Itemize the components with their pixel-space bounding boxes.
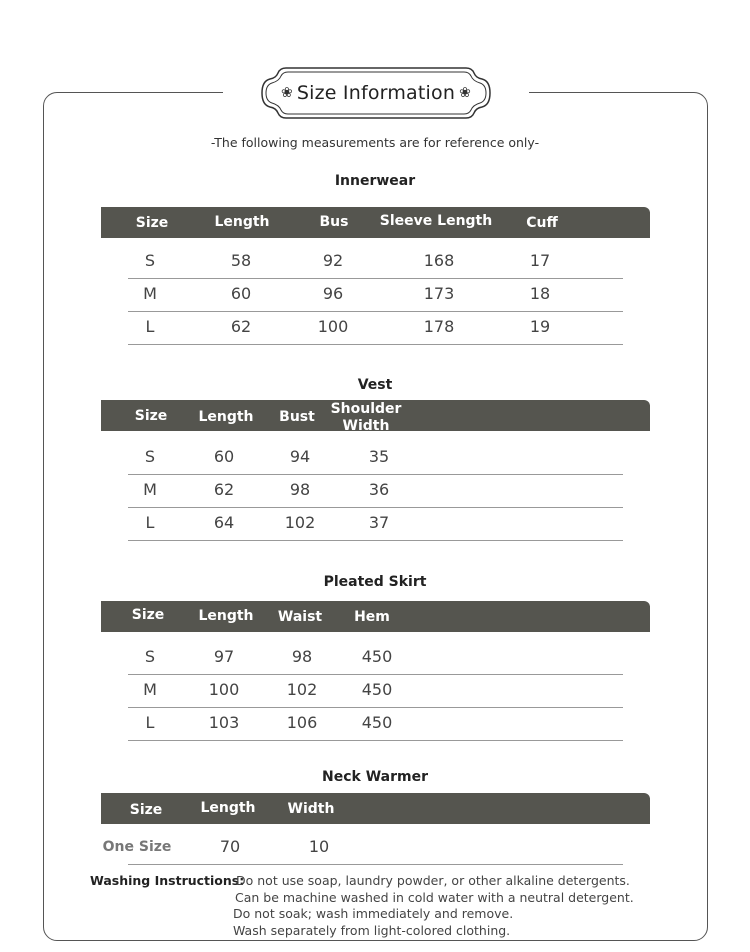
cell: L: [145, 713, 155, 732]
cell: 168: [423, 251, 455, 270]
table-row: [128, 707, 623, 741]
cell: 98: [289, 480, 311, 499]
table-row: [128, 474, 623, 508]
cell: 92: [322, 251, 344, 270]
subtitle: -The following measurements are for reference only-: [210, 135, 540, 150]
cell: 178: [423, 317, 455, 336]
cell: 450: [361, 647, 393, 666]
table-row: [128, 311, 623, 345]
cell: S: [144, 447, 156, 466]
table-row: [128, 245, 623, 279]
washing-instructions-label: Washing Instructions:: [90, 873, 245, 888]
cell: 36: [368, 480, 390, 499]
cell: 60: [230, 284, 252, 303]
cell: 19: [529, 317, 551, 336]
cell: 10: [308, 837, 330, 856]
col-width: Width: [287, 801, 335, 817]
cell: 70: [219, 837, 241, 856]
cell: M: [143, 680, 157, 699]
cell: 37: [368, 513, 390, 532]
cell: One Size: [102, 839, 172, 855]
neck-warmer-title: Neck Warmer: [322, 769, 428, 785]
table-row: [128, 278, 623, 312]
cell: 96: [322, 284, 344, 303]
col-bust: Bust: [279, 409, 315, 425]
innerwear-header: [101, 207, 650, 238]
col-length: Length: [198, 608, 254, 624]
col-size: Size: [135, 215, 169, 231]
cell: L: [145, 317, 155, 336]
col-bust: Bus: [319, 214, 349, 230]
cell: 18: [529, 284, 551, 303]
cell: 58: [230, 251, 252, 270]
col-cuff: Cuff: [526, 215, 558, 231]
washing-line: Do not soak; wash immediately and remove.: [233, 906, 514, 921]
washing-instructions: [234, 873, 634, 939]
page-title: [258, 64, 494, 122]
table-row: [128, 674, 623, 708]
vest-header: [101, 400, 650, 431]
title-badge: [258, 64, 494, 122]
col-length: Length: [200, 800, 256, 816]
cell: 450: [361, 680, 393, 699]
cell: 94: [289, 447, 311, 466]
cell: 103: [208, 713, 240, 732]
flower-icon: ❀: [280, 85, 293, 101]
washing-line: Do not use soap, laundry powder, or other alkaline detergents.: [236, 873, 630, 888]
cell: 60: [213, 447, 235, 466]
flower-icon: ❀: [459, 85, 472, 101]
cell: 64: [213, 513, 235, 532]
cell: 450: [361, 713, 393, 732]
table-row: [128, 507, 623, 541]
innerwear-title: Innerwear: [334, 173, 416, 189]
washing-line: Can be machine washed in cold water with a neutral detergent.: [235, 889, 634, 905]
col-hem: Hem: [354, 609, 390, 625]
cell: M: [143, 480, 157, 499]
neck-warmer-header: [101, 793, 650, 824]
col-length: Length: [198, 409, 254, 425]
cell: 62: [230, 317, 252, 336]
cell: 100: [208, 680, 240, 699]
pleated-skirt-header: [101, 601, 650, 632]
col-size: Size: [131, 607, 165, 623]
col-sleeve-length: Sleeve Length: [379, 213, 493, 229]
title-label: Size Information: [296, 82, 456, 104]
cell: 98: [291, 647, 313, 666]
cell: M: [143, 284, 157, 303]
pleated-skirt-title: Pleated Skirt: [323, 574, 427, 590]
vest-title: Vest: [357, 377, 393, 393]
cell: 100: [317, 317, 349, 336]
cell: 106: [286, 713, 318, 732]
cell: S: [144, 251, 156, 270]
table-row: [128, 641, 623, 675]
cell: S: [144, 647, 156, 666]
col-waist: Waist: [277, 609, 323, 625]
washing-line: Wash separately from light-colored clothing.: [233, 922, 511, 938]
table-row: [102, 831, 623, 865]
cell: 173: [423, 284, 455, 303]
col-length: Length: [214, 214, 270, 230]
col-size: Size: [129, 802, 163, 818]
col-shoulder-width: Shoulder Width: [330, 401, 402, 431]
cell: 102: [286, 680, 318, 699]
cell: 35: [368, 447, 390, 466]
cell: 102: [284, 513, 316, 532]
col-size: Size: [134, 408, 168, 424]
cell: 17: [529, 251, 551, 270]
table-row: [128, 441, 623, 475]
cell: L: [145, 513, 155, 532]
cell: 97: [213, 647, 235, 666]
cell: 62: [213, 480, 235, 499]
